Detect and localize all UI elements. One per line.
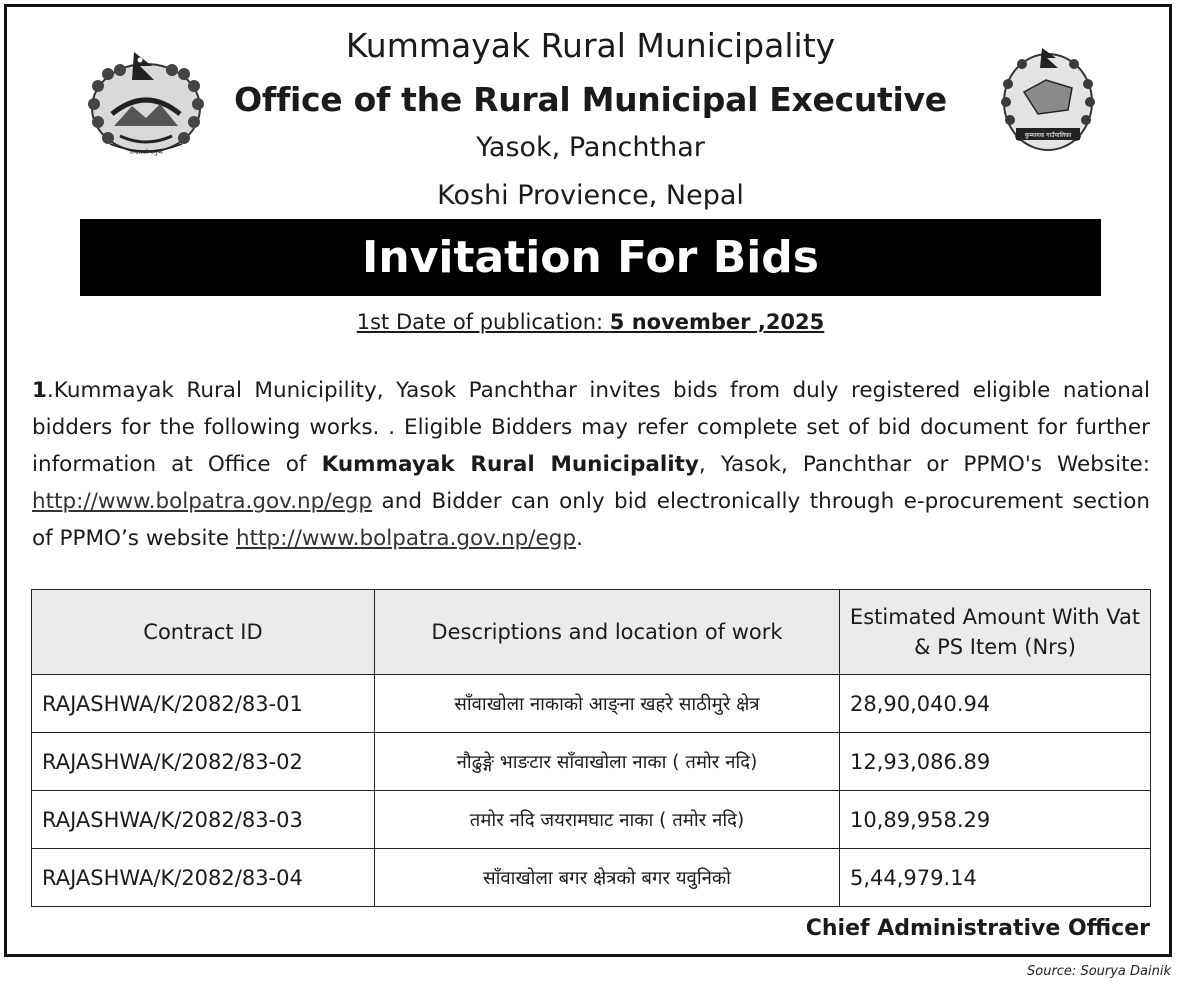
table-row (32, 675, 1151, 733)
header-amount (840, 590, 1151, 675)
description-cell: नौढुङ्गे भाङटार साँवाखोला नाका ( तमोर नदि) (375, 733, 840, 791)
table-row (32, 849, 1151, 907)
table-row (32, 791, 1151, 849)
source-credit: Source: Sourya Dainik (1027, 964, 1171, 979)
office-name: Office of the Rural Municipal Executive (234, 80, 947, 119)
svg-text:जनताको धनुष्य: जनताको धनुष्य (129, 149, 163, 156)
header-description: Descriptions and location of work (375, 590, 840, 675)
amount-cell: 10,89,958.29 (840, 791, 1151, 849)
header-amount-line-1: Estimated Amount With Vat (849, 605, 1141, 629)
contract-id-cell: RAJASHWA/K/2082/83-03 (32, 791, 375, 849)
table-row (32, 733, 1151, 791)
amount-cell: 5,44,979.14 (840, 849, 1151, 907)
amount-cell: 28,90,040.94 (840, 675, 1151, 733)
ppmo-egp-link[interactable]: http://www.bolpatra.gov.np/egp (235, 526, 577, 551)
notice-paragraph (32, 372, 1150, 557)
publication-date: 5 november ,2025 (609, 310, 825, 334)
table-header-row (32, 590, 1151, 675)
description-cell: साँवाखोला बगर क्षेत्रको बगर यवुनिको (375, 849, 840, 907)
municipality-name: Kummayak Rural Municipality (345, 26, 836, 65)
ppmo-website-link[interactable]: http://www.bolpatra.gov.np/egp (32, 489, 373, 514)
description-cell: तमोर नदि जयरामघाट नाका ( तमोर नदि) (375, 791, 840, 849)
bids-table (31, 589, 1151, 907)
publication-line (0, 306, 1181, 338)
notice-text-4: . (576, 526, 583, 551)
contract-id-cell: RAJASHWA/K/2082/83-01 (32, 675, 375, 733)
office-name-bold: Kummayak Rural Municipality (321, 452, 699, 477)
title-banner (80, 219, 1101, 296)
signatory: Chief Administrative Officer (805, 916, 1150, 941)
header-contract-id: Contract ID (32, 590, 375, 675)
description-cell: साँवाखोला नाकाको आङ्ना खहरे साठीमुरे क्षेत्र (375, 675, 840, 733)
notice-text-2: , Yasok, Panchthar or PPMO's Website: (698, 452, 1150, 477)
svg-text:कुम्मायक गाउँपालिका: कुम्मायक गाउँपालिका (1024, 132, 1072, 139)
contract-id-cell: RAJASHWA/K/2082/83-02 (32, 733, 375, 791)
amount-cell: 12,93,086.89 (840, 733, 1151, 791)
address-line-2: Koshi Provience, Nepal (437, 180, 744, 211)
notice-text-1: .Kummayak Rural Municipility, Yasok Panchthar invites bids from duly registered eligible national bidders for the following works. . Eligible Bidders may refer complete set of bid document for further information at Office of (32, 378, 1150, 477)
contract-id-cell: RAJASHWA/K/2082/83-04 (32, 849, 375, 907)
notice-text-3: and Bidder can only bid electronically through e-procurement section of PPMO’s website (32, 489, 1150, 551)
header-amount-line-2: & PS Item (Nrs) (914, 635, 1076, 659)
address-line-1: Yasok, Panchthar (476, 132, 705, 163)
publication-label: 1st Date of publication: (356, 310, 604, 334)
notice-title: Invitation For Bids (362, 232, 819, 283)
clause-number: 1 (32, 378, 47, 403)
